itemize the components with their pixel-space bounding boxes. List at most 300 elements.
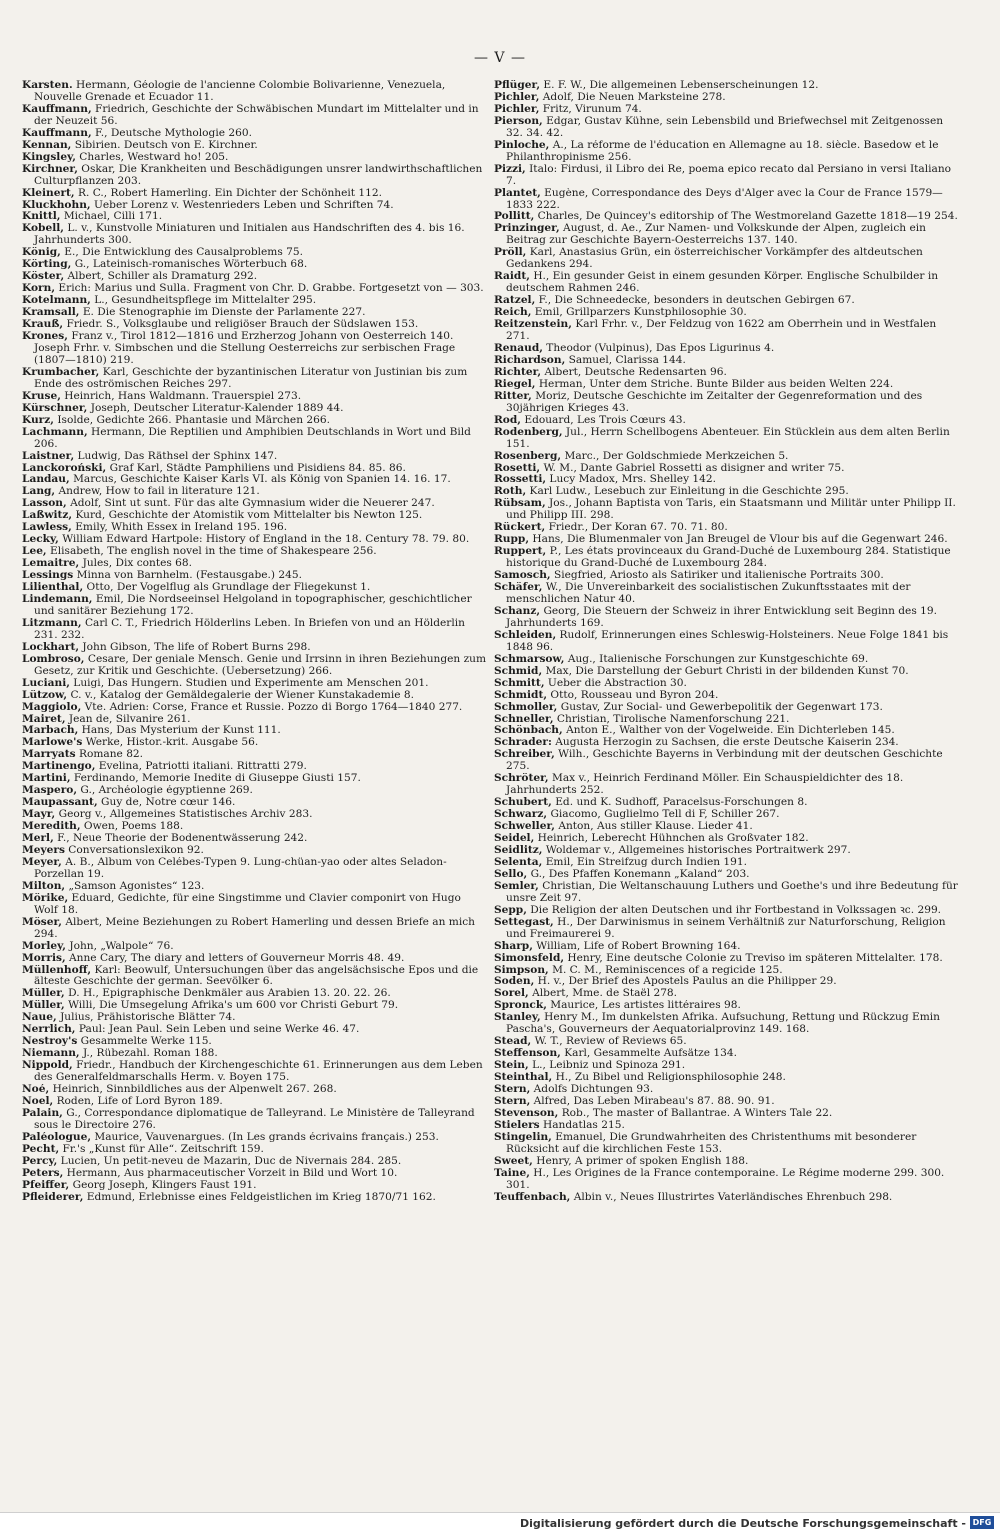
entry-text: P., Les états provinceaux du Grand-Duché de Luxembourg 284. Statistique historique du Grand-Duché de Luxembourg 284. [506,546,951,570]
entry-author: Schubert, [494,797,552,809]
entry-author: Maggiolo, [22,701,82,713]
entry-author: Lanckoroński, [22,462,107,474]
index-entry [22,594,487,618]
entry-text: William, Life of Robert Browning 164. [536,940,741,952]
entry-author: Rossetti, [494,474,547,486]
dfg-logo: DFG [970,1516,994,1529]
index-entry [22,785,487,797]
entry-author: Sharp, [494,940,533,952]
index-entry [494,630,959,654]
entry-text: Luigi, Das Hungern. Studien und Experimente am Menschen 201. [73,677,429,689]
entry-author: Riegel, [494,378,536,390]
index-entry [22,941,487,953]
entry-author: Kirchner, [22,163,78,175]
entry-author: Stern, [494,1084,531,1096]
entry-text: Minna von Barnhelm. (Festausgabe.) 245. [76,570,303,582]
footer [0,1512,1000,1534]
entry-author: Settegast, [494,916,554,928]
entry-text: Hermann, Die Reptilien und Amphibien Deutschlands in Wort und Bild 206. [34,426,471,450]
entry-author: Möser, [22,916,62,928]
entry-author: Renaud, [494,342,543,354]
entry-author: Naue, [22,1012,57,1024]
page-number: — V — [473,50,526,66]
index-entry [22,1060,487,1084]
entry-author: Noel, [22,1096,54,1108]
entry-text: Herman, Unter dem Striche. Bunte Bilder aus beiden Welten 224. [538,378,894,390]
entry-author: Schröter, [494,773,549,785]
index-entry [22,1084,487,1096]
entry-text: William Edward Hartpole: History of England in the 18. Century 78. 79. 80. [62,534,470,546]
index-entry [22,654,487,678]
index-entry [494,391,959,415]
entry-text: Wilh., Geschichte Bayerns in Verbindung mit der deutschen Geschichte 275. [506,749,943,773]
index-entry [22,725,487,737]
index-entry [494,941,959,953]
index-entry [494,92,959,104]
entry-author: Rodenberg, [494,426,563,438]
index-entry [22,283,487,295]
entry-author: Lockhart, [22,641,80,653]
entry-author: Marbach, [22,725,79,737]
entry-text: Isolde, Gedichte 266. Phantasie und Märchen 266. [57,414,330,426]
index-entry [22,486,487,498]
entry-text: Albert, Meine Beziehungen zu Robert Hamerling und dessen Briefe an mich 294. [34,916,475,940]
entry-text: Eugène, Correspondance des Deys d'Alger avec la Cour de France 1579—1833 222. [506,187,943,211]
entry-text: Oskar, Die Krankheiten und Beschädigungen unsrer landwirthschaftlichen Culturpflanzen 203. [34,163,483,187]
entry-text: Handatlas 215. [543,1119,625,1131]
entry-author: Kleinert, [22,187,75,199]
entry-text: Paul: Jean Paul. Sein Leben und seine Werke 46. 47. [78,1024,360,1036]
index-entry [494,534,959,546]
index-entry [22,152,487,164]
index-entry [494,247,959,271]
entry-author: Selenta, [494,856,543,868]
entry-text: Franz v., Tirol 1812—1816 und Erzherzog Johann von Oesterreich 140. Joseph Frhr. v. Simbschen und die Stellung Oesterreichs zur serbischen Frage (1807—1810) 219. [34,331,456,366]
entry-author: Nerrlich, [22,1024,76,1036]
index-entry [22,128,487,140]
entry-author: Krumbacher, [22,366,100,378]
entry-author: Schmidt, [494,689,548,701]
entry-text: A. B., Album von Celébes-Typen 9. Lung-chüan-yao oder altes Seladon-Porzellan 19. [34,856,447,880]
index-entry [494,1192,959,1204]
entry-author: Rückert, [494,522,546,534]
entry-author: Pfeiffer, [22,1179,70,1191]
index-entry [22,797,487,809]
index-entry [494,869,959,881]
entry-text: Friedr., Der Koran 67. 70. 71. 80. [548,522,728,534]
index-entry [22,415,487,427]
entry-text: Carl C. T., Friedrich Hölderlins Leben. In Briefen von und an Hölderlin 231. 232. [34,617,465,641]
index-entry [494,988,959,1000]
entry-text: Roden, Life of Lord Byron 189. [56,1096,223,1108]
entry-author: Nestroy's [22,1036,78,1048]
entry-author: Karsten. [22,80,73,91]
entry-author: Reich, [494,307,532,319]
entry-text: Henry M., Im dunkelsten Afrika. Aufsuchung, Rettung und Rückzug Emin Pascha's, Gouverneurs der Aequatorialprovinz 149. 168. [506,1012,940,1036]
entry-author: Samosch, [494,570,551,582]
index-entry [22,307,487,319]
index-entry [494,714,959,726]
entry-text: „Samson Agonistes“ 123. [68,880,205,892]
entry-text: Michael, Cilli 171. [63,211,163,223]
index-entry [22,140,487,152]
index-entry [22,1012,487,1024]
entry-text: Max v., Heinrich Ferdinand Möller. Ein Schauspieldichter des 18. Jahrhunderts 252. [506,773,904,797]
entry-text: G., Correspondance diplomatique de Talleyrand. Le Ministère de Talleyrand sous le Directoire 276. [34,1107,475,1131]
entry-text: Charles, Westward ho! 205. [79,151,229,163]
entry-author: Prinzinger, [494,223,560,235]
entry-author: Lessings [22,570,74,582]
index-entry [22,427,487,451]
index-entry [22,893,487,917]
index-entry [494,917,959,941]
index-entry [22,570,487,582]
entry-author: Pecht, [22,1143,60,1155]
entry-text: Hans, Das Mysterium der Kunst 111. [81,725,281,737]
entry-text: Karl, Anastasius Grün, ein österreichischer Vorkämpfer des altdeutschen Gedankens 294. [506,247,923,271]
index-entry [22,702,487,714]
entry-text: G., Archéologie égyptienne 269. [80,785,253,797]
index-entry [22,1180,487,1192]
entry-author: Kauffmann, [22,103,92,115]
entry-author: Merl, [22,833,54,845]
entry-text: Andrew, How to fail in literature 121. [58,486,260,498]
entry-author: Lachmann, [22,426,88,438]
index-entry [494,737,959,749]
entry-text: August, d. Ae., Zur Namen- und Volkskunde der Alpen, zugleich ein Beitrag zur Geschichte Bayern-Oesterreichs 137. 140. [506,223,926,247]
entry-author: Pfleiderer, [22,1191,84,1203]
entry-text: Graf Karl, Städte Pamphiliens und Pisidiens 84. 85. 86. [109,462,406,474]
index-entry [494,427,959,451]
entry-text: Ueber Lorenz v. Westenrieders Leben und Schriften 74. [93,199,394,211]
entry-author: Meredith, [22,821,81,833]
entry-text: C. v., Katalog der Gemäldegalerie der Wiener Kunstakademie 8. [70,689,414,701]
entry-text: Georg, Die Steuern der Schweiz in ihrer Entwicklung seit Beginn des 19. Jahrhunderts 169. [506,605,937,629]
index-entry [494,1108,959,1120]
index-entry [494,702,959,714]
index-entry [494,116,959,140]
entry-author: Meyer, [22,856,62,868]
index-entry [22,821,487,833]
index-entry [22,678,487,690]
index-entry [22,295,487,307]
entry-text: Evelina, Patriotti italiani. Rittratti 279. [98,761,307,773]
entry-text: J., Rübezahl. Roman 188. [83,1048,218,1060]
index-entry [494,857,959,869]
entry-text: Jul., Herrn Schellbogens Abenteuer. Ein Stücklein aus dem alten Berlin 151. [506,426,950,450]
index-entry [494,1012,959,1036]
entry-author: Sello, [494,868,528,880]
entry-author: Stein, [494,1060,529,1072]
entry-author: Landau, [22,474,70,486]
entry-author: Mayr, [22,809,56,821]
index-entry [22,522,487,534]
entry-author: Steffenson, [494,1048,561,1060]
entry-author: Marlowe's [22,737,83,749]
digitization-credit: Digitalisierung gefördert durch die Deutsche Forschungsgemeinschaft - [519,1517,966,1530]
entry-author: Schmid, [494,665,543,677]
entry-text: Georg Joseph, Klingers Faust 191. [72,1179,257,1191]
index-entry [494,164,959,188]
entry-author: Kruse, [22,390,61,402]
entry-author: Reitzenstein, [494,319,572,331]
entry-author: Köster, [22,271,65,283]
entry-text: Charles, De Quincey's editorship of The Westmoreland Gazette 1818—19 254. [537,211,958,223]
index-entry [22,749,487,761]
entry-author: Stielers [494,1119,540,1131]
entry-text: Georg v., Allgemeines Statistisches Archiv 283. [58,809,313,821]
entry-author: Marryats [22,749,76,761]
entry-text: Friedr. S., Volksglaube und religiöser Brauch der Südslawen 153. [66,319,419,331]
index-entry [22,582,487,594]
index-entry [494,1120,959,1132]
index-entry [494,1048,959,1060]
index-entry [22,845,487,857]
entry-text: Adolfs Dichtungen 93. [533,1084,654,1096]
entry-author: Milton, [22,880,66,892]
entry-author: Sepp, [494,904,527,916]
entry-author: Seidel, [494,833,535,845]
entry-author: Schleiden, [494,629,557,641]
entry-text: F., Deutsche Mythologie 260. [95,127,252,139]
entry-author: Pröll, [494,247,527,259]
entry-text: Ferdinando, Memorie Inedite di Giuseppe Giusti 157. [73,773,361,785]
entry-author: Pollitt, [494,211,535,223]
entry-author: Kobell, [22,223,64,235]
entry-author: Lang, [22,486,56,498]
entry-text: L. v., Kunstvolle Miniaturen und Initialen aus Handschriften des 4. bis 16. Jahrhunderts 300. [34,223,465,247]
entry-author: Kauffmann, [22,127,92,139]
index-entry [494,881,959,905]
entry-text: Augusta Herzogin zu Sachsen, die erste Deutsche Kaiserin 234. [555,737,899,749]
entry-text: H., Les Origines de la France contemporaine. Le Régime moderne 299. 300. 301. [506,1167,945,1191]
entry-author: Litzmann, [22,617,82,629]
entry-author: Kluckhohn, [22,199,91,211]
entry-text: Henry, A primer of spoken English 188. [536,1155,749,1167]
entry-text: Marc., Der Goldschmiede Merkzeichen 5. [564,450,789,462]
entry-text: Emil, Ein Streifzug durch Indien 191. [545,856,748,868]
entry-author: Teuffenbach, [494,1191,571,1203]
entry-author: Pizzi, [494,163,526,175]
index-entry [22,403,487,415]
entry-author: Lee, [22,546,47,558]
entry-text: Friedr., Handbuch der Kirchengeschichte 61. Erinnerungen aus dem Leben des Generalfeldmarschalls Herm. v. Boyen 175. [34,1060,483,1084]
entry-text: Emily, Whith Essex in Ireland 195. 196. [75,522,288,534]
index-entry [494,211,959,223]
index-entry [22,761,487,773]
index-entry [494,463,959,475]
index-entry [22,988,487,1000]
entry-text: F., Die Schneedecke, besonders in deutschen Gebirgen 67. [538,295,855,307]
entry-text: Theodor (Vulpinus), Das Epos Ligurinus 4. [546,342,775,354]
entry-author: Luciani, [22,677,70,689]
entry-author: Müllenhoff, [22,964,92,976]
entry-text: Heinrich, Sinnbildliches aus der Alpenwelt 267. 268. [52,1084,337,1096]
index-entry [494,666,959,678]
entry-text: Rob., The master of Ballantrae. A Winters Tale 22. [561,1107,833,1119]
index-entry [494,1096,959,1108]
index-entry [22,319,487,331]
entry-text: H., Ein gesunder Geist in einem gesunden Körper. Englische Schulbilder in deutschem Rahmen 246. [506,271,939,295]
entry-text: Anton, Aus stiller Klause. Lieder 41. [558,821,753,833]
entry-author: Plantet, [494,187,541,199]
entry-text: Joseph, Deutscher Literatur-Kalender 1889 44. [90,402,344,414]
entry-author: Spronck, [494,1000,547,1012]
index-entry [22,188,487,200]
index-entry [494,307,959,319]
entry-author: Lasson, [22,498,67,510]
entry-text: Erich: Marius und Sulla. Fragment von Chr. D. Grabbe. Fortgesetzt von — 303. [58,283,484,295]
entry-author: Rod, [494,414,521,426]
index-entry [22,1036,487,1048]
entry-text: D. H., Epigraphische Denkmäler aus Arabien 13. 20. 22. 26. [68,988,391,1000]
entry-author: Schwarz, [494,809,548,821]
entry-text: Gesammelte Werke 115. [80,1036,212,1048]
index-entry [22,618,487,642]
entry-text: Sibirien. Deutsch von E. Kirchner. [74,139,258,151]
index-entry [494,343,959,355]
entry-author: Ruppert, [494,546,547,558]
entry-author: Rübsam, [494,498,546,510]
entry-author: Schanz, [494,605,541,617]
entry-author: Rosenberg, [494,450,562,462]
index-entry [22,1096,487,1108]
entry-text: Hermann, Géologie de l'ancienne Colombie Bolivarienne, Venezuela, Nouvelle Grenade et Ecuador 11. [34,80,446,103]
index-entry [22,558,487,570]
index-entry [494,367,959,379]
index-entry [494,905,959,917]
entry-text: Emil, Grillparzers Kunstphilosophie 30. [534,307,747,319]
entry-author: Pichler, [494,103,540,115]
entry-author: Rupp, [494,534,530,546]
index-entry [22,690,487,702]
entry-text: Marcus, Geschichte Kaiser Karls VI. als König von Spanien 14. 16. 17. [73,474,451,486]
entry-author: Percy, [22,1155,58,1167]
entry-text: Siegfried, Ariosto als Satiriker und italienische Portraits 300. [553,570,884,582]
index-entry [22,367,487,391]
index-entry [494,1060,959,1072]
entry-author: Kotelmann, [22,295,91,307]
index-entry [22,917,487,941]
entry-author: Paléologue, [22,1131,92,1143]
index-entry [22,546,487,558]
index-entry [22,451,487,463]
entry-text: Edgar, Gustav Kühne, sein Lebensbild und Briefwechsel mit Zeitgenossen 32. 34. 42. [506,115,944,139]
index-entry [494,845,959,857]
entry-author: Kramsall, [22,307,80,319]
entry-text: Christian, Die Weltanschauung Luthers und Goethe's und ihre Bedeutung für unsre Zeit 97. [506,880,958,904]
entry-author: Simpson, [494,964,549,976]
entry-author: Lindemann, [22,593,93,605]
index-entry [22,510,487,522]
entry-author: Morley, [22,940,66,952]
entry-text: Italo: Firdusi, il Libro dei Re, poema epico recato dal Persiano in versi Italiano 7. [506,163,952,187]
entry-author: Richter, [494,366,542,378]
index-entry [494,486,959,498]
entry-author: Steinthal, [494,1072,553,1084]
entry-author: Taine, [494,1167,530,1179]
entry-text: Samuel, Clarissa 144. [568,354,686,366]
entry-text: Woldemar v., Allgemeines historisches Portraitwerk 297. [545,845,851,856]
entry-author: Noé, [22,1084,50,1096]
index-entry [22,1048,487,1060]
entry-text: W., Die Unvereinbarkeit des socialistischen Zukunftsstaates mit der menschlichen Natur 40. [506,582,911,605]
entry-author: Lützow, [22,689,68,701]
entry-text: Conversationslexikon 92. [68,845,204,856]
entry-text: Jean de, Silvanire 261. [68,713,191,725]
entry-author: Korn, [22,283,56,295]
entry-author: Morris, [22,952,66,964]
index-entry [22,211,487,223]
entry-author: Laistner, [22,450,75,462]
entry-text: Emil, Die Nordseeinsel Helgoland in topographischer, geschichtlicher und sanitärer Beziehung 172. [34,593,472,617]
entry-text: E. F. W., Die allgemeinen Lebenserscheinungen 12. [543,80,819,91]
entry-text: Jules, Dix contes 68. [82,558,193,570]
entry-author: Soden, [494,976,535,988]
index-entry [494,654,959,666]
index-entry [494,295,959,307]
index-entry [494,833,959,845]
entry-text: H., Der Darwinismus in seinem Verhältniß zur Naturforschung, Religion und Freimaurerei 9. [506,916,946,940]
entry-text: Heinrich, Leberecht Hühnchen als Großvater 182. [537,833,809,845]
index-entry [494,1072,959,1084]
entry-author: Schneller, [494,713,554,725]
entry-text: E., Die Entwicklung des Causalproblems 75. [64,247,304,259]
entry-author: Lilienthal, [22,582,84,594]
entry-text: Kurd, Geschichte der Atomistik vom Mittelalter bis Newton 125. [75,510,423,522]
index-entry [22,80,487,104]
index-entry [494,725,959,737]
entry-author: Kennan, [22,139,72,151]
entry-author: Martini, [22,773,71,785]
entry-author: Ratzel, [494,295,536,307]
entry-author: Peters, [22,1167,64,1179]
index-entry [22,534,487,546]
entry-text: H. v., Der Brief des Apostels Paulus an die Philipper 29. [537,976,837,988]
entry-author: Seidlitz, [494,845,543,856]
entry-author: Stanley, [494,1012,541,1024]
entry-text: Karl, Geschichte der byzantinischen Literatur von Justinian bis zum Ende des oströmischen Reiches 297. [34,366,468,390]
index-entry [494,140,959,164]
entry-text: W. T., Review of Reviews 65. [534,1036,687,1048]
index-column-left [22,80,487,1204]
entry-text: Die Religion der alten Deutschen und ihr Fortbestand in Volkssagen ꝛc. 299. [530,904,942,916]
entry-text: Henry, Eine deutsche Colonie zu Treviso im späteren Mittelalter. 178. [567,952,943,964]
entry-text: Heinrich, Hans Waldmann. Trauerspiel 273. [64,390,302,402]
index-entry [494,546,959,570]
entry-author: Krauß, [22,319,64,331]
index-entry [494,1000,959,1012]
entry-text: Karl, Gesammelte Aufsätze 134. [564,1048,737,1060]
entry-text: Alfred, Das Leben Mirabeau's 87. 88. 90. 91. [533,1096,775,1108]
entry-author: Müller, [22,1000,65,1012]
index-entry [494,749,959,773]
entry-author: Sorel, [494,988,529,1000]
entry-text: Albert, Mme. de Staël 278. [532,988,678,1000]
entry-author: Stingelin, [494,1131,552,1143]
index-entry [494,415,959,427]
entry-text: Friedrich, Geschichte der Schwäbischen Mundart im Mittelalter und in der Neuzeit 56. [34,103,479,127]
entry-text: H., Zu Bibel und Religionsphilosophie 248. [555,1072,786,1084]
entry-author: Sweet, [494,1155,533,1167]
entry-author: Laßwitz, [22,510,73,522]
index-entry [22,881,487,893]
index-entry [22,953,487,965]
entry-author: Schönbach, [494,725,563,737]
index-entry [22,247,487,259]
entry-text: Edouard, Les Trois Cœurs 43. [524,414,686,426]
entry-author: Mairet, [22,713,66,725]
